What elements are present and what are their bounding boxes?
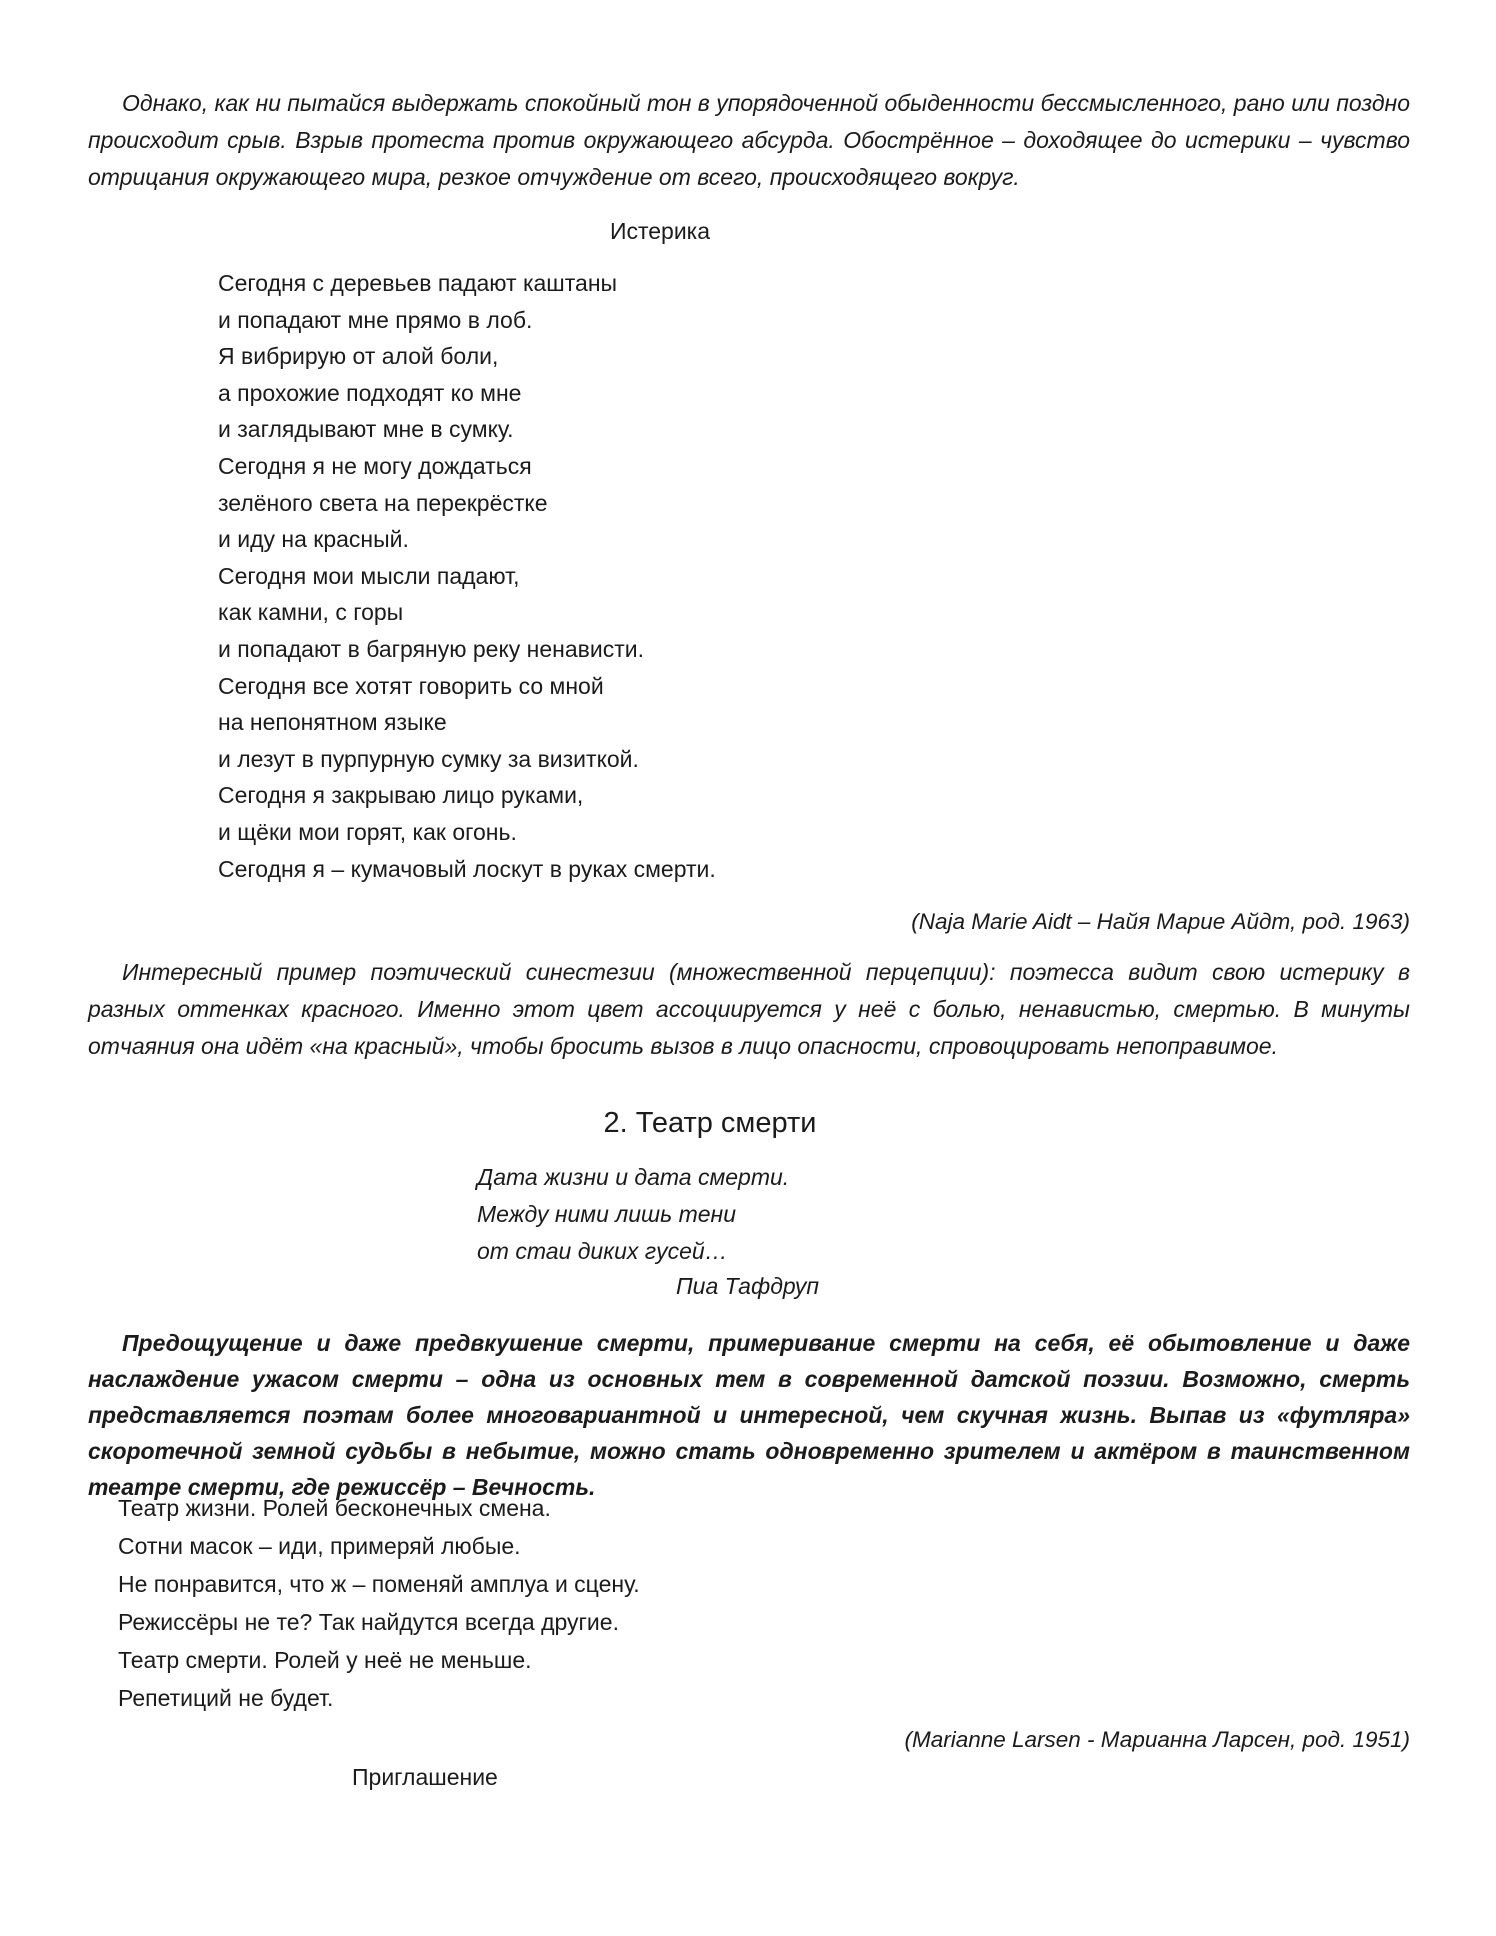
poem-line: и попадают мне прямо в лоб. (218, 306, 533, 333)
next-poem-title: Приглашение (352, 1764, 498, 1790)
poem-1-title: Истерика (609, 218, 711, 244)
epigraph-line: Дата жизни и дата смерти. (477, 1164, 790, 1190)
epigraph (477, 1159, 789, 1270)
poem-line: Репетиций не будет. (118, 1685, 334, 1711)
section-2-lead-paragraph: Предощущение и даже предвкушение смерти, примеривание смерти на себя, её обытовление и даже наслаждение ужасом смерти – одна из основных тем в современной датской поэзии. Возможно, смерть представляется поэтам более многовариантной и интересной, чем скучная жизнь. Выпав из «футляра» скоротечной земной судьбы в небытие, можно стать одновременно зрителем и актёром в таинственном театре смерти, где режиссёр – Вечность. (88, 1330, 1410, 1500)
epigraph-author: Пиа Тафдруп (676, 1273, 820, 1299)
poem-line: Сегодня все хотят говорить со мной (218, 672, 604, 699)
poem-line: на непонятном языке (218, 709, 447, 736)
poem-2 (118, 1489, 640, 1717)
poem-line: зелёного света на перекрёстке (218, 489, 548, 516)
poem-line: Сегодня я – кумачовый лоскут в руках смерти. (218, 855, 716, 882)
poem-line: Сегодня с деревьев падают каштаны (218, 270, 618, 296)
epigraph-line: Между ними лишь тени (477, 1201, 736, 1227)
poem-1 (218, 265, 716, 887)
poem-1-attribution: (Naja Marie Aidt – Найя Марие Айдт, род. 1963) (911, 909, 1410, 934)
poem-line: а прохожие подходят ко мне (218, 379, 522, 406)
poem-line: Сегодня мои мысли падают, (218, 562, 520, 589)
commentary-paragraph: Интересный пример поэтический синестезии (множественной перцепции): поэтесса видит свою истерику в разных оттенках красного. Именно этот цвет ассоциируется у неё с болью, ненавистью, смертью. В минуты отчаяния она идёт «на красный», чтобы бросить вызов в лицо опасности, спровоцировать непоправимое. (88, 959, 1410, 1059)
poem-line: и щёки мои горят, как огонь. (218, 818, 517, 845)
poem-line: Сотни масок – иди, примеряй любые. (118, 1533, 521, 1559)
intro-paragraph: Однако, как ни пытайся выдержать спокойный тон в упорядоченной обыденности бессмысленного, рано или поздно происходит срыв. Взрыв протеста против окружающего абсурда. Обострённое – доходящее до истерики – чувство отрицания окружающего мира, резкое отчуждение от всего, происходящего вокруг. (88, 90, 1410, 190)
poem-2-attribution: (Marianne Larsen - Марианна Ларсен, род. 1951) (904, 1727, 1410, 1752)
poem-line: Театр смерти. Ролей у неё не меньше. (118, 1647, 532, 1673)
poem-line: и лезут в пурпурную сумку за визиткой. (218, 745, 639, 772)
poem-line: как камни, с горы (218, 599, 404, 626)
section-2-heading: 2. Театр смерти (603, 1107, 817, 1139)
poem-line: Я вибрирую от алой боли, (218, 343, 499, 370)
epigraph-line: от стаи диких гусей… (477, 1238, 728, 1264)
poem-line: и попадают в багряную реку ненависти. (218, 635, 644, 662)
poem-line: и иду на красный. (218, 526, 409, 553)
poem-line: Сегодня я не могу дождаться (218, 452, 532, 479)
poem-line: Театр жизни. Ролей бесконечных смена. (118, 1495, 551, 1521)
poem-line: Сегодня я закрываю лицо руками, (218, 782, 584, 809)
poem-line: Режиссёры не те? Так найдутся всегда другие. (118, 1609, 619, 1635)
poem-line: и заглядывают мне в сумку. (218, 416, 514, 443)
poem-line: Не понравится, что ж – поменяй амплуа и сцену. (118, 1571, 640, 1597)
